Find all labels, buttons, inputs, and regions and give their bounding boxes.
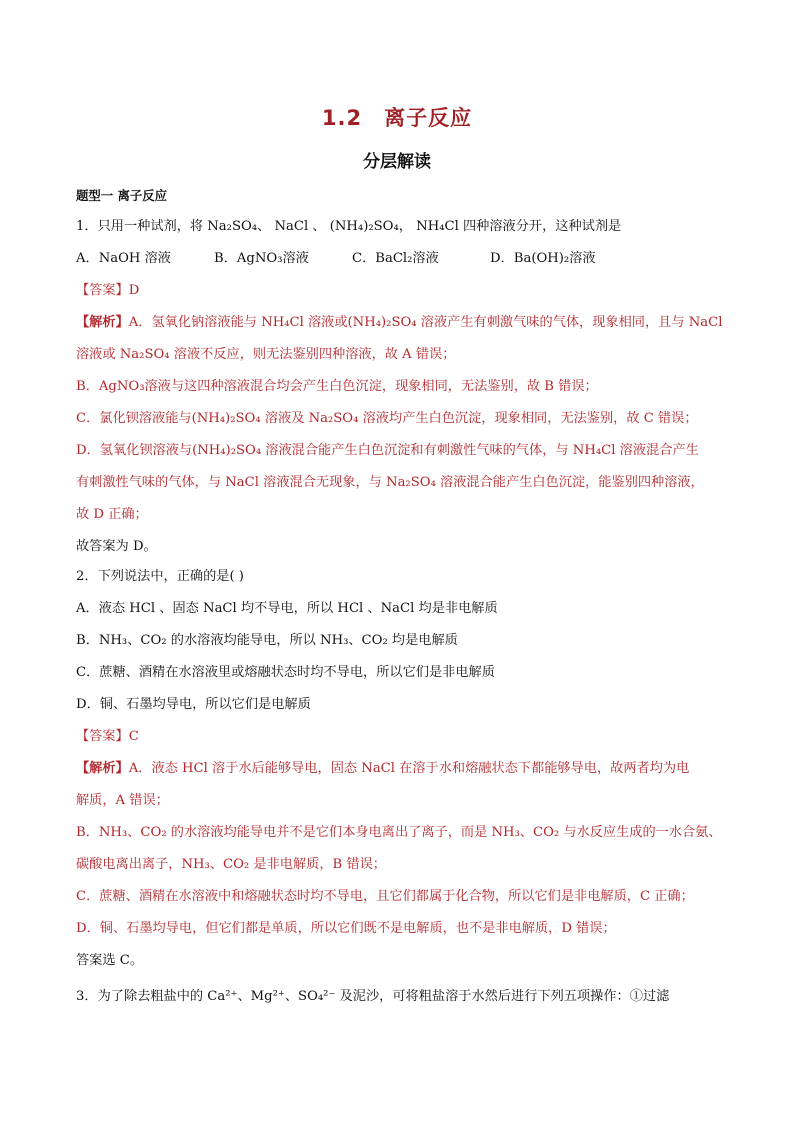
q2-analysis-line-5: C．蔗糖、酒精在水溶液中和熔融状态时均不导电，且它们都属于化合物，所以它们是非电解质，C 正确； — [76, 889, 694, 904]
q2-analysis-tag: 【解析】 — [76, 761, 129, 776]
q1-analysis-line-4: C．氯化钡溶液能与(NH₄)₂SO₄ 溶液及 Na₂SO₄ 溶液均产生白色沉淀，现象相同，无法鉴别，故 C 错误； — [76, 411, 698, 426]
page-title — [0, 102, 794, 132]
q2-analysis-line-4: 碳酸电离出离子，NH₃、CO₂ 是非电解质，B 错误； — [76, 857, 386, 872]
q1-option-d: D．Ba(OH)₂溶液 — [490, 251, 596, 266]
q2-conclusion: 答案选 C。 — [76, 953, 144, 968]
section-number: 1.2 — [321, 106, 363, 130]
q2-option-a: A．液态 HCl 、固态 NaCl 均不导电，所以 HCl 、NaCl 均是非电解质 — [76, 601, 498, 616]
q2-analysis-text-1: A．液态 HCl 溶于水后能够导电，固态 NaCl 在溶于水和熔融状态下都能够导电，故两者均为电 — [128, 761, 690, 776]
q1-option-c: C．BaCl₂溶液 — [352, 251, 439, 266]
q1-analysis-line-6: 有刺激性气味的气体，与 NaCl 溶液混合无现象，与 Na₂SO₄ 溶液混合能产生白色沉淀，能鉴别四种溶液， — [76, 475, 704, 490]
q1-analysis-tag: 【解析】 — [76, 315, 129, 330]
q1-analysis-line-3: B．AgNO₃溶液与这四种溶液混合均会产生白色沉淀，现象相同，无法鉴别，故 B 错误； — [76, 379, 598, 394]
q1-analysis-line-7: 故 D 正确； — [76, 507, 148, 522]
q1-stem: 1．只用一种试剂，将 Na₂SO₄、 NaCl 、 (NH₄)₂SO₄， NH₄Cl 四种溶液分开，这种试剂是 — [76, 219, 622, 234]
q2-analysis-line-1 — [76, 759, 689, 779]
q1-option-a: A．NaOH 溶液 — [76, 251, 171, 266]
page-subtitle: 分层解读 — [363, 152, 431, 172]
q2-option-b: B．NH₃、CO₂ 的水溶液均能导电，所以 NH₃、CO₂ 均是电解质 — [76, 633, 458, 648]
q1-options — [76, 249, 596, 269]
q1-conclusion: 故答案为 D。 — [76, 539, 157, 554]
question-type-heading: 题型一 离子反应 — [76, 188, 168, 203]
q2-answer: 【答案】C — [76, 729, 139, 744]
q2-analysis-line-2: 解质，A 错误； — [76, 793, 169, 808]
q1-answer: 【答案】D — [76, 283, 140, 298]
q1-analysis-line-5: D．氢氧化钡溶液与(NH₄)₂SO₄ 溶液混合能产生白色沉淀和有刺激性气味的气体，与 NH₄Cl 溶液混合产生 — [76, 443, 699, 458]
q2-analysis-line-3: B．NH₃、CO₂ 的水溶液均能导电并不是它们本身电离出了离子，而是 NH₃、CO₂ 与水反应生成的一水合氨、 — [76, 825, 722, 840]
q2-option-c: C．蔗糖、酒精在水溶液里或熔融状态时均不导电，所以它们是非电解质 — [76, 665, 495, 680]
q2-stem: 2．下列说法中，正确的是( ) — [76, 569, 244, 584]
q1-option-b: B．AgNO₃溶液 — [214, 251, 309, 266]
q1-analysis-line-2: 溶液或 Na₂SO₄ 溶液不反应，则无法鉴别四种溶液，故 A 错误； — [76, 347, 456, 362]
q3-stem: 3．为了除去粗盐中的 Ca²⁺、Mg²⁺、SO₄²⁻ 及泥沙，可将粗盐溶于水然后进行下列五项操作：①过滤 — [76, 989, 670, 1004]
section-title: 离子反应 — [384, 106, 473, 130]
q2-analysis-line-6: D．铜、石墨均导电，但它们都是单质，所以它们既不是电解质，也不是非电解质，D 错误； — [76, 921, 616, 936]
q2-option-d: D．铜、石墨均导电，所以它们是电解质 — [76, 697, 311, 712]
q1-analysis-text-1: A．氢氧化钠溶液能与 NH₄Cl 溶液或(NH₄)₂SO₄ 溶液产生有刺激气味的气体，现象相同，且与 NaCl — [128, 315, 723, 330]
q1-analysis-line-1 — [76, 313, 722, 333]
